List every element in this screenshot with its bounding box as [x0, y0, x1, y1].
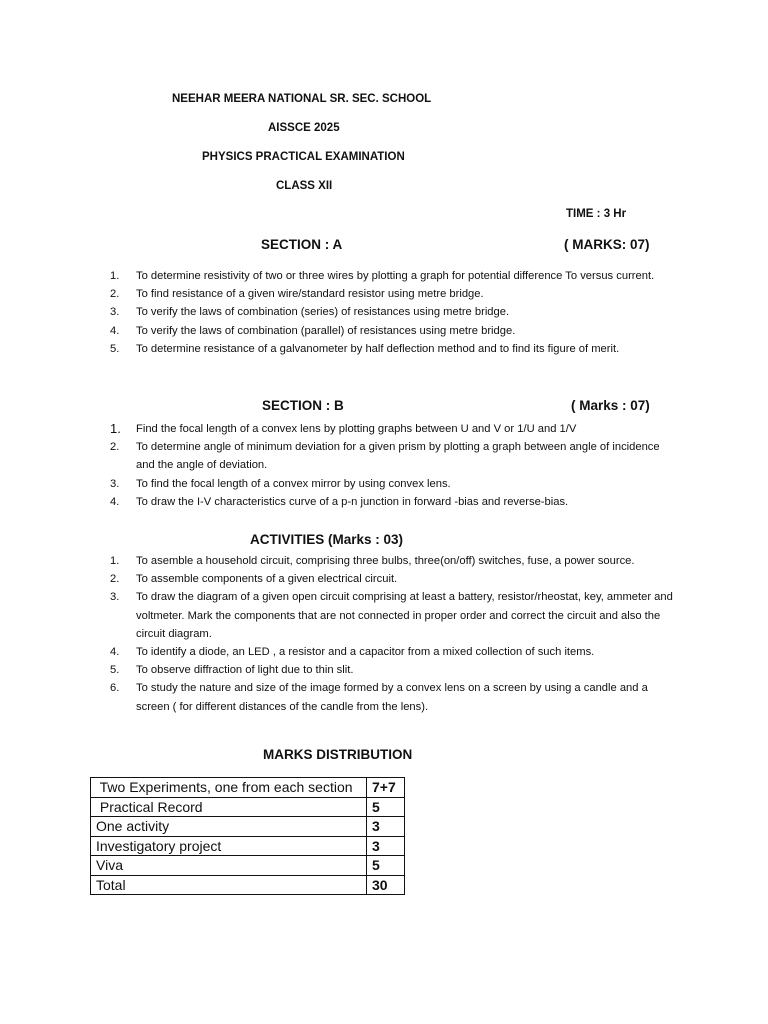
item-text: To find resistance of a given wire/standard resistor using metre bridge.	[136, 288, 484, 301]
item-number: 2.	[110, 288, 120, 301]
item-number: 3.	[110, 591, 120, 604]
item-text: To assemble components of a given electrical circuit.	[136, 573, 398, 586]
item-number: 4.	[110, 646, 120, 659]
activities-title: ACTIVITIES (Marks : 03)	[250, 532, 404, 547]
table-row	[91, 875, 405, 895]
list-item	[110, 340, 680, 358]
item-number: 1.	[110, 270, 120, 282]
list-item	[110, 493, 680, 511]
list-item	[110, 679, 680, 715]
item-text: To determine resistivity of two or three wires by plotting a graph for potential difference To versus current.	[136, 270, 655, 282]
item-number: 4.	[110, 324, 120, 337]
marks-value-cell: 3	[367, 817, 405, 837]
section-b-title: SECTION : B	[262, 398, 344, 413]
marks-value-cell: 5	[367, 856, 405, 876]
item-text: To study the nature and size of the image formed by a convex lens on a screen by using a candle and a screen ( for different distances of the candle from the lens).	[136, 682, 648, 713]
marks-item-cell: Investigatory project	[91, 836, 367, 856]
item-text: To asemble a household circuit, comprising three bulbs, three(on/off) switches, fuse, a power source.	[136, 555, 635, 567]
table-row	[91, 836, 405, 856]
item-number: 5.	[110, 664, 120, 677]
item-number: 6.	[110, 682, 120, 695]
item-number: 3.	[110, 306, 120, 319]
item-text: To determine resistance of a galvanometer by half deflection method and to find its figure of merit.	[136, 342, 620, 355]
item-text: To draw the I-V characteristics curve of a p-n junction in forward -bias and reverse-bias.	[136, 495, 569, 508]
marks-value-cell: 3	[367, 836, 405, 856]
list-item	[110, 643, 680, 661]
section-a-marks: ( MARKS: 07)	[564, 237, 650, 252]
marks-value-cell: 5	[367, 797, 405, 817]
list-item	[110, 267, 680, 285]
list-item	[110, 322, 680, 340]
marks-value-cell: 30	[367, 875, 405, 895]
marks-item-cell: Two Experiments, one from each section	[91, 778, 367, 798]
item-text: To observe diffraction of light due to thin slit.	[136, 664, 354, 677]
exam-name: PHYSICS PRACTICAL EXAMINATION	[202, 151, 405, 163]
class-label: CLASS XII	[276, 180, 333, 192]
section-b-list	[110, 420, 680, 511]
list-item	[110, 303, 680, 321]
marks-item-cell: Total	[91, 875, 367, 895]
item-text: To draw the diagram of a given open circuit comprising at least a battery, resistor/rheostat, key, ammeter and voltmeter. Mark the components that are not connected in proper order and correct the circuit and also the circuit diagram.	[136, 591, 673, 640]
item-text: To identify a diode, an LED , a resistor and a capacitor from a mixed collection of such items.	[136, 646, 595, 659]
exam-code: AISSCE 2025	[268, 122, 340, 134]
activities-list	[110, 552, 680, 716]
section-b-marks: ( Marks : 07)	[571, 398, 650, 413]
section-a-title: SECTION : A	[261, 237, 343, 252]
marks-item-cell: Viva	[91, 856, 367, 876]
table-row	[91, 817, 405, 837]
item-number: 5.	[110, 342, 120, 355]
table-row	[91, 778, 405, 798]
item-text: To determine angle of minimum deviation for a given prism by plotting a graph between angle of incidence and the angle of deviation.	[136, 441, 660, 472]
marks-value-cell: 7+7	[367, 778, 405, 798]
time-label: TIME : 3 Hr	[566, 208, 627, 220]
marks-distribution-table	[90, 777, 405, 895]
table-row	[91, 797, 405, 817]
marks-item-cell: Practical Record	[91, 797, 367, 817]
item-number: 4.	[110, 495, 120, 508]
list-item	[110, 588, 680, 643]
list-item	[110, 438, 680, 474]
item-number: 2.	[110, 573, 120, 586]
item-number: 1.	[110, 555, 120, 567]
item-text: To verify the laws of combination (parallel) of resistances using metre bridge.	[136, 324, 516, 337]
list-item	[110, 285, 680, 303]
item-text: Find the focal length of a convex lens by plotting graphs between U and V or 1/U and 1/V	[136, 423, 577, 435]
item-number: 2.	[110, 441, 120, 454]
list-item	[110, 420, 680, 438]
item-text: To verify the laws of combination (series) of resistances using metre bridge.	[136, 306, 510, 319]
section-a-list	[110, 267, 680, 358]
table-row	[91, 856, 405, 876]
item-text: To find the focal length of a convex mirror by using convex lens.	[136, 477, 451, 490]
item-number: 1.	[110, 421, 121, 436]
list-item	[110, 475, 680, 493]
list-item	[110, 661, 680, 679]
list-item	[110, 570, 680, 588]
list-item	[110, 552, 680, 570]
item-number: 3.	[110, 477, 120, 490]
marks-item-cell: One activity	[91, 817, 367, 837]
marks-distribution-title: MARKS DISTRIBUTION	[263, 747, 413, 762]
school-name: NEEHAR MEERA NATIONAL SR. SEC. SCHOOL	[172, 93, 432, 105]
